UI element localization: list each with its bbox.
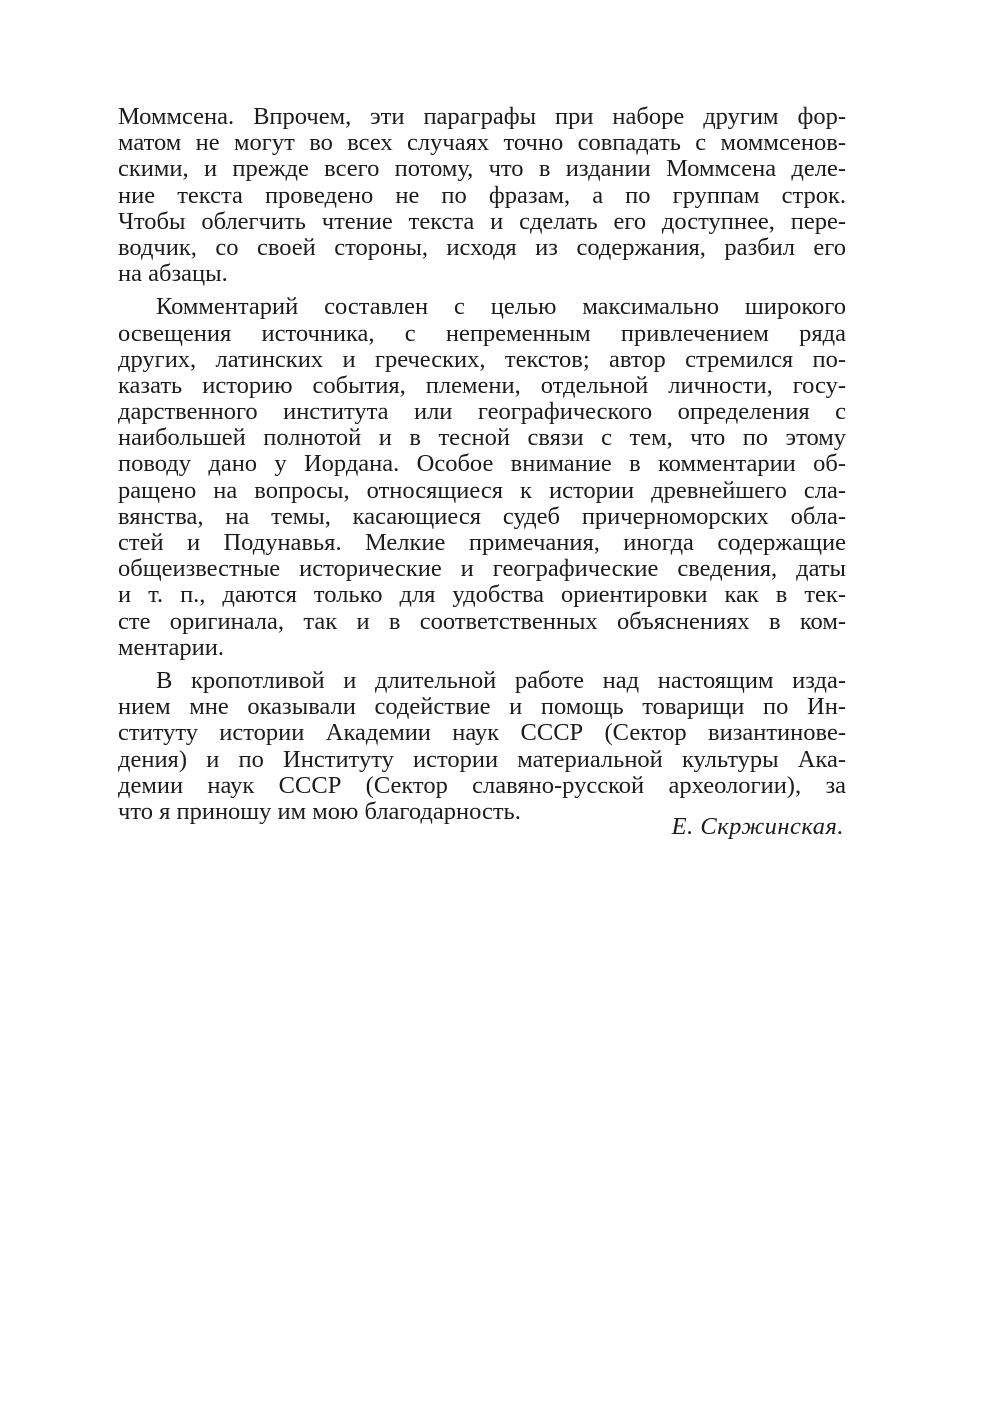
text-line: демии наук СССР (Сектор славяно-русской археологии), за bbox=[118, 771, 846, 799]
text-line: что я приношу им мою благодарность. bbox=[118, 797, 521, 825]
text-line: общеизвестные исторические и географические сведения, даты bbox=[118, 555, 846, 583]
text-line: других, латинских и греческих, текстов; автор стремился по- bbox=[118, 345, 846, 373]
text-line: Чтобы облегчить чтение текста и сделать его доступнее, пере- bbox=[118, 207, 846, 235]
text-line: скими, и прежде всего потому, что в издании Моммсена деле- bbox=[118, 155, 846, 183]
text-line: ние текста проведено не по фразам, а по группам строк. bbox=[118, 181, 846, 209]
text-line: казать историю события, племени, отдельной личности, госу- bbox=[118, 371, 846, 399]
text-line: стей и Подунавья. Мелкие примечания, иногда содержащие bbox=[118, 529, 846, 556]
text-line: сте оригинала, так и в соответственных объяснениях в ком- bbox=[118, 607, 846, 635]
text-line: ращено на вопросы, относящиеся к истории древнейшего сла- bbox=[118, 476, 846, 504]
text-line: водчик, со своей стороны, исходя из содержания, разбил его bbox=[118, 233, 846, 261]
text-line: поводу дано у Иордана. Особое внимание в комментарии об- bbox=[118, 450, 846, 478]
text-line: дения) и по Институту истории материальной культуры Ака- bbox=[118, 745, 846, 773]
body-text bbox=[118, 104, 846, 825]
text-line: наибольшей полнотой и в тесной связи с тем, что по этому bbox=[118, 424, 846, 452]
text-line: В кропотливой и длительной работе над настоящим изда- bbox=[156, 666, 846, 694]
text-line: дарственного института или географического определения с bbox=[118, 398, 846, 426]
paragraph bbox=[118, 104, 846, 287]
text-line: нием мне оказывали содействие и помощь товарищи по Ин- bbox=[118, 693, 846, 721]
text-line: Комментарий составлен с целью максимально широкого bbox=[156, 293, 846, 321]
text-line: и т. п., даются только для удобства ориентировки как в тек- bbox=[118, 581, 846, 609]
text-line: освещения источника, с непременным привлечением ряда bbox=[118, 319, 846, 347]
paragraph bbox=[118, 668, 846, 825]
text-line: Моммсена. Впрочем, эти параграфы при наборе другим фор- bbox=[118, 103, 846, 130]
text-line: вянства, на темы, касающиеся судеб причерноморских обла- bbox=[118, 502, 846, 530]
paragraph bbox=[118, 294, 846, 661]
text-line: ментарии. bbox=[118, 633, 224, 661]
author-signature: Е. Скржинская. bbox=[671, 813, 844, 840]
text-line: ституту истории Академии наук СССР (Сектор византинове- bbox=[118, 719, 846, 747]
text-line: на абзацы. bbox=[118, 260, 228, 288]
text-line: матом не могут во всех случаях точно совпадать с моммсенов- bbox=[118, 129, 846, 157]
